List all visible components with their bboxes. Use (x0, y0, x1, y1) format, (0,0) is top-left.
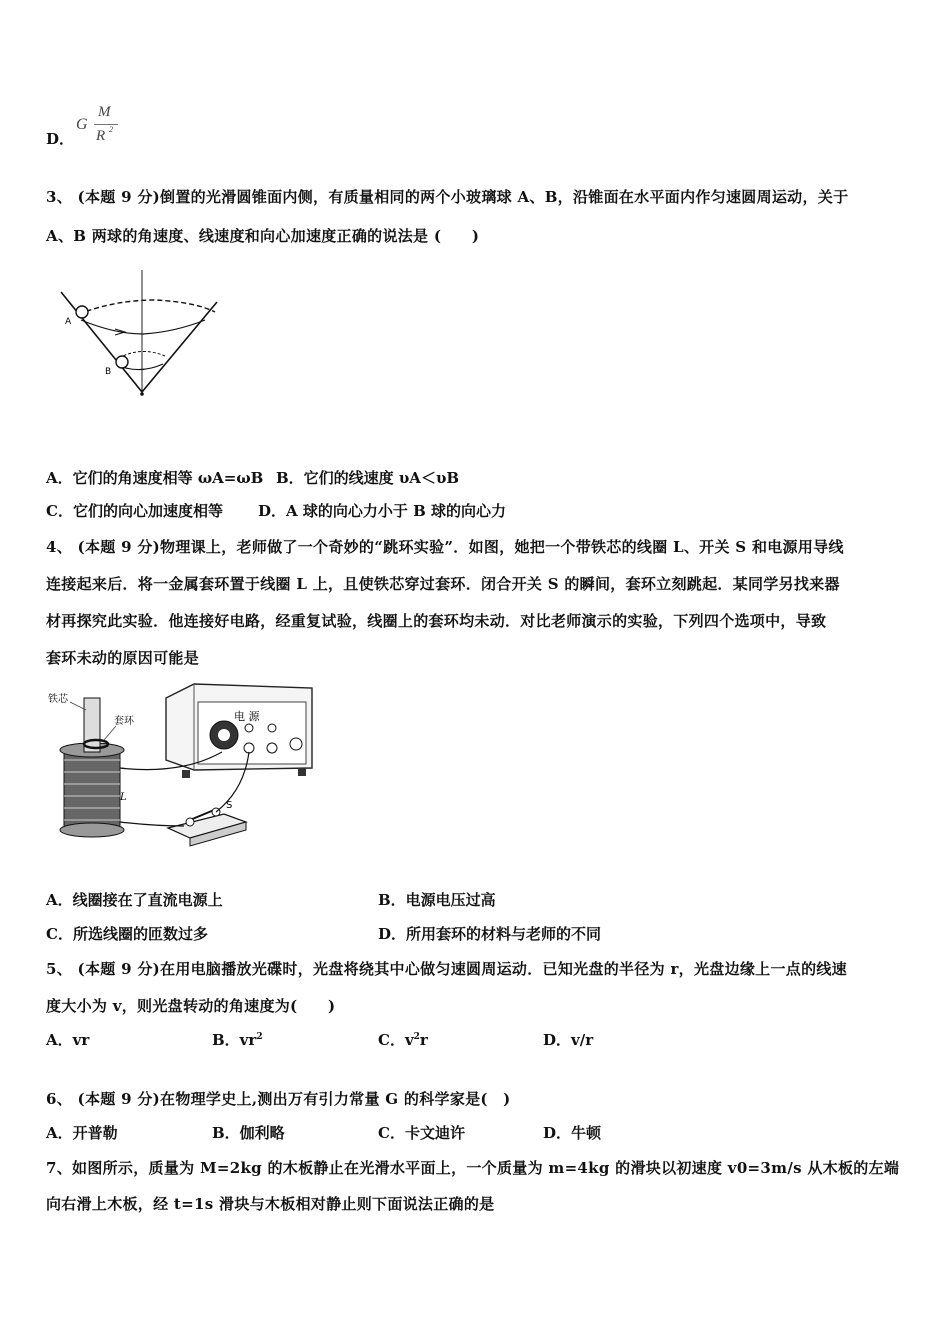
q4-option-a[interactable]: A．线圈接在了直流电源上 (46, 891, 223, 909)
power-terminal-3 (244, 743, 254, 753)
coil-body (64, 750, 120, 830)
q5-option-c-pre: C．v (378, 1031, 414, 1049)
formula-fraction-bar (94, 124, 118, 125)
fig-label-ring: 套环 (114, 716, 134, 727)
q4-stem-line1: 4、 (本题 9 分)物理课上，老师做了一个奇妙的“跳环实验”．如图，她把一个带铁芯的线圈 L、开关 S 和电源用导线 (46, 538, 844, 556)
q3-option-c[interactable]: C．它们的向心加速度相等 (46, 502, 223, 520)
q4-option-b[interactable]: B．电源电压过高 (378, 891, 496, 909)
q6-option-a[interactable]: A．开普勒 (46, 1124, 118, 1142)
q5-option-c[interactable] (378, 1029, 428, 1050)
q4-stem-line3: 材再探究此实验．他连接好电路，经重复试验，线圈上的套环均未动．对比老师演示的实验，下列四个选项中，导致 (46, 612, 827, 630)
formula-numerator: M (98, 104, 111, 120)
q6-option-b[interactable]: B．伽利略 (212, 1124, 285, 1142)
power-foot-right (298, 768, 306, 776)
power-terminal-4 (267, 743, 277, 753)
fig-label-power: 电 源 (234, 710, 260, 723)
fig-label-a: A (65, 317, 72, 327)
q7-stem-line1: 7、如图所示，质量为 M=2kg 的木板静止在光滑水平面上，一个质量为 m=4kg 的滑块以初速度 v0=3m/s 从木板的左端 (46, 1159, 900, 1177)
q6-option-d[interactable]: D．牛顿 (543, 1124, 602, 1142)
q3-option-b[interactable]: B．它们的线速度 υA＜υB (276, 469, 460, 487)
q5-option-c-exp: 2 (413, 1032, 420, 1042)
q4-jumping-ring-figure (44, 680, 329, 852)
power-terminal-2 (268, 724, 276, 732)
q3-option-a[interactable]: A．它们的角速度相等 ωA=ωB (46, 469, 264, 487)
q4-stem-line2: 连接起来后．将一金属套环置于线圈 L 上，且使铁芯穿过套环．闭合开关 S 的瞬间，套环立刻跳起．某同学另找来器 (46, 575, 840, 593)
ball-a-orbit-bottom (81, 320, 205, 334)
q7-stem-line2: 向右滑上木板，经 t=1s 滑块与木板相对静止则下面说法正确的是 (46, 1195, 495, 1213)
power-knob-center (218, 729, 230, 741)
q4-option-c[interactable]: C．所选线圈的匝数过多 (46, 925, 208, 943)
switch-terminal-1 (186, 818, 194, 826)
q2-option-d-label: D． (46, 130, 75, 148)
q4-option-d[interactable]: D．所用套环的材料与老师的不同 (378, 925, 602, 943)
formula-denominator: R (96, 128, 106, 144)
q3-stem-line1: 3、 (本题 9 分)倒置的光滑圆锥面内侧，有质量相同的两个小玻璃球 A、B，沿锥面在水平面内作匀速圆周运动，关于 (46, 188, 849, 206)
q2-option-d-formula (76, 104, 126, 150)
power-foot-left (182, 770, 190, 778)
cone-left-wall (61, 292, 142, 392)
fig-label-l: L (120, 792, 127, 803)
q3-cone-figure (55, 270, 225, 400)
q5-option-a[interactable]: A．vr (46, 1031, 90, 1049)
q5-stem-line1: 5、 (本题 9 分)在用电脑播放光碟时，光盘将绕其中心做匀速圆周运动．已知光盘的半径为 r，光盘边缘上一点的线速 (46, 960, 847, 978)
q5-stem-line2: 度大小为 v，则光盘转动的角速度为( ) (46, 997, 336, 1015)
ball-a (76, 306, 88, 318)
q5-option-d[interactable]: D．v/r (543, 1031, 594, 1049)
q5-option-b-base: B．vr (212, 1031, 257, 1049)
fig-label-s: S (226, 800, 233, 811)
wire-coil-to-switch (120, 822, 184, 826)
fig-label-core: 铁芯 (48, 694, 68, 705)
q4-stem-line4: 套环未动的原因可能是 (46, 649, 200, 667)
cone-right-wall (142, 302, 217, 392)
coil-bottom-plate (60, 823, 124, 837)
q6-stem-line1: 6、 (本题 9 分)在物理学史上,测出万有引力常量 G 的科学家是( ) (46, 1090, 511, 1108)
fig-label-b: B (105, 367, 112, 377)
cone-apex (140, 392, 144, 396)
power-switch-knob (290, 738, 302, 750)
label-leader-ring (104, 726, 116, 740)
q5-option-b-exp: 2 (256, 1032, 263, 1042)
q5-option-b[interactable] (212, 1029, 263, 1050)
formula-g: G (76, 116, 88, 133)
formula-denominator-exponent: 2 (109, 125, 113, 134)
ball-a-orbit-top (79, 300, 215, 314)
q3-stem-line2: A、B 两球的角速度、线速度和向心加速度正确的说法是 ( ) (46, 227, 480, 245)
q3-option-d[interactable]: D．A 球的向心力小于 B 球的向心力 (258, 502, 506, 520)
q5-option-c-post: r (419, 1031, 428, 1049)
ball-b (116, 356, 128, 368)
q6-option-c[interactable]: C．卡文迪许 (378, 1124, 465, 1142)
power-terminal-1 (245, 724, 253, 732)
iron-core (84, 698, 100, 752)
